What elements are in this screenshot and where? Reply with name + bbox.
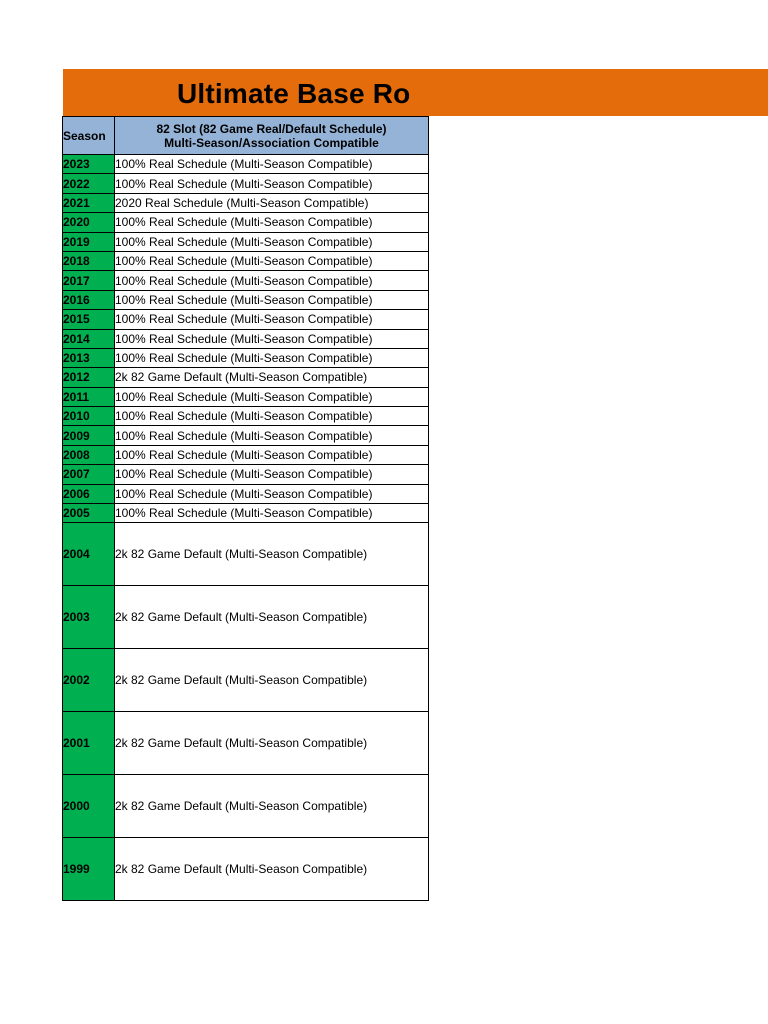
- season-cell[interactable]: 2009: [63, 426, 115, 445]
- season-cell[interactable]: 2006: [63, 484, 115, 503]
- table-row: [63, 387, 429, 406]
- schedule-cell[interactable]: 100% Real Schedule (Multi-Season Compatible): [115, 504, 429, 523]
- schedule-table: [62, 116, 429, 901]
- schedule-cell[interactable]: 2020 Real Schedule (Multi-Season Compatible): [115, 193, 429, 212]
- season-cell[interactable]: 2011: [63, 387, 115, 406]
- table-row: [63, 523, 429, 586]
- sheet-title: Ultimate Base Ro: [177, 78, 411, 109]
- schedule-cell[interactable]: 100% Real Schedule (Multi-Season Compatible): [115, 465, 429, 484]
- description-header-line1: 82 Slot (82 Game Real/Default Schedule): [156, 121, 387, 136]
- season-cell[interactable]: 2007: [63, 465, 115, 484]
- schedule-cell[interactable]: 100% Real Schedule (Multi-Season Compatible): [115, 174, 429, 193]
- table-row: [63, 838, 429, 901]
- schedule-cell[interactable]: 100% Real Schedule (Multi-Season Compatible): [115, 426, 429, 445]
- table-row: [63, 426, 429, 445]
- schedule-cell[interactable]: 2k 82 Game Default (Multi-Season Compatible): [115, 838, 429, 901]
- schedule-cell[interactable]: 100% Real Schedule (Multi-Season Compatible): [115, 484, 429, 503]
- table-row: [63, 232, 429, 251]
- table-row: [63, 251, 429, 270]
- season-cell[interactable]: 2003: [63, 586, 115, 649]
- season-cell[interactable]: 1999: [63, 838, 115, 901]
- table-row: [63, 465, 429, 484]
- season-cell[interactable]: 2002: [63, 649, 115, 712]
- season-cell[interactable]: 2020: [63, 213, 115, 232]
- season-cell[interactable]: 2015: [63, 310, 115, 329]
- season-cell[interactable]: 2010: [63, 407, 115, 426]
- season-cell[interactable]: 2021: [63, 193, 115, 212]
- season-cell[interactable]: 2013: [63, 348, 115, 367]
- table-row: [63, 329, 429, 348]
- schedule-cell[interactable]: 100% Real Schedule (Multi-Season Compatible): [115, 445, 429, 464]
- schedule-cell[interactable]: 100% Real Schedule (Multi-Season Compatible): [115, 290, 429, 309]
- schedule-cell[interactable]: 2k 82 Game Default (Multi-Season Compatible): [115, 368, 429, 387]
- title-banner: [63, 69, 768, 116]
- table-row: [63, 290, 429, 309]
- schedule-cell[interactable]: 100% Real Schedule (Multi-Season Compatible): [115, 271, 429, 290]
- table-row: [63, 310, 429, 329]
- table-row: [63, 368, 429, 387]
- table-row: [63, 649, 429, 712]
- table-row: [63, 775, 429, 838]
- season-cell[interactable]: 2001: [63, 712, 115, 775]
- schedule-cell[interactable]: 100% Real Schedule (Multi-Season Compatible): [115, 251, 429, 270]
- schedule-cell[interactable]: 100% Real Schedule (Multi-Season Compatible): [115, 407, 429, 426]
- schedule-cell[interactable]: 2k 82 Game Default (Multi-Season Compatible): [115, 586, 429, 649]
- description-header-line2: Multi-Season/Association Compatible: [164, 135, 379, 150]
- table-row: [63, 504, 429, 523]
- table-row: [63, 174, 429, 193]
- schedule-cell[interactable]: 100% Real Schedule (Multi-Season Compatible): [115, 329, 429, 348]
- schedule-cell[interactable]: 2k 82 Game Default (Multi-Season Compatible): [115, 649, 429, 712]
- season-cell[interactable]: 2022: [63, 174, 115, 193]
- season-cell[interactable]: 2008: [63, 445, 115, 464]
- schedule-cell[interactable]: 2k 82 Game Default (Multi-Season Compatible): [115, 523, 429, 586]
- season-cell[interactable]: 2018: [63, 251, 115, 270]
- schedule-cell[interactable]: 100% Real Schedule (Multi-Season Compatible): [115, 232, 429, 251]
- table-row: [63, 155, 429, 174]
- table-row: [63, 271, 429, 290]
- schedule-cell[interactable]: 100% Real Schedule (Multi-Season Compatible): [115, 213, 429, 232]
- description-header[interactable]: [115, 117, 429, 155]
- season-cell[interactable]: 2004: [63, 523, 115, 586]
- schedule-cell[interactable]: 2k 82 Game Default (Multi-Season Compatible): [115, 712, 429, 775]
- table-row: [63, 586, 429, 649]
- season-header[interactable]: Season: [63, 117, 115, 155]
- header-row: [63, 117, 429, 155]
- schedule-cell[interactable]: 100% Real Schedule (Multi-Season Compatible): [115, 155, 429, 174]
- season-cell[interactable]: 2014: [63, 329, 115, 348]
- table-row: [63, 213, 429, 232]
- season-cell[interactable]: 2016: [63, 290, 115, 309]
- table-row: [63, 712, 429, 775]
- season-cell[interactable]: 2019: [63, 232, 115, 251]
- schedule-cell[interactable]: 100% Real Schedule (Multi-Season Compatible): [115, 387, 429, 406]
- table-row: [63, 445, 429, 464]
- season-cell[interactable]: 2023: [63, 155, 115, 174]
- table-row: [63, 348, 429, 367]
- table-row: [63, 407, 429, 426]
- table-row: [63, 484, 429, 503]
- table-row: [63, 193, 429, 212]
- schedule-cell[interactable]: 100% Real Schedule (Multi-Season Compatible): [115, 310, 429, 329]
- season-cell[interactable]: 2005: [63, 504, 115, 523]
- schedule-cell[interactable]: 100% Real Schedule (Multi-Season Compatible): [115, 348, 429, 367]
- schedule-cell[interactable]: 2k 82 Game Default (Multi-Season Compatible): [115, 775, 429, 838]
- season-cell[interactable]: 2017: [63, 271, 115, 290]
- season-cell[interactable]: 2000: [63, 775, 115, 838]
- season-cell[interactable]: 2012: [63, 368, 115, 387]
